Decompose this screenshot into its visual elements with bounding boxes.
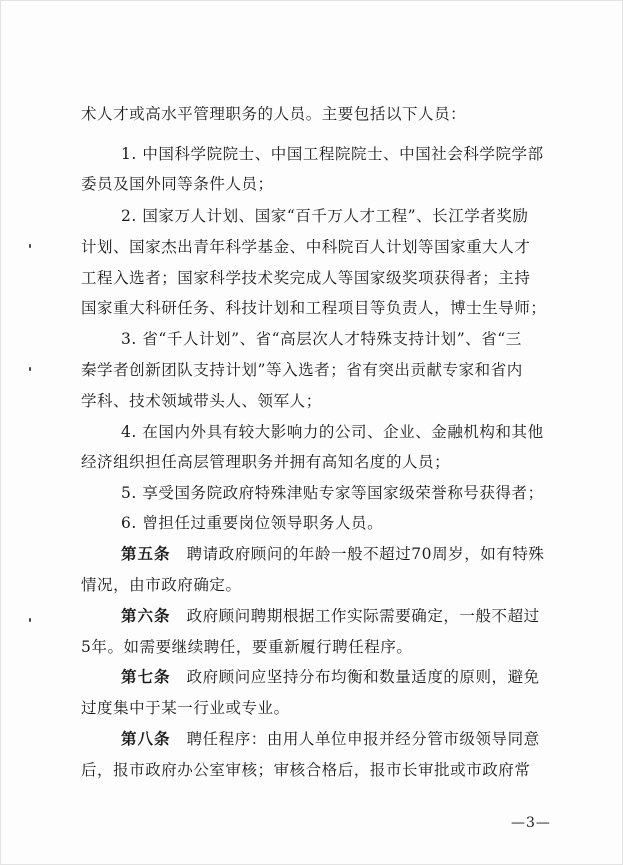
text-line: 委员及国外同等条件人员； <box>81 175 274 193</box>
list-item-3: 3. 省“千人计划”、省“高层次人才特殊支持计划”、省“三 <box>121 330 522 348</box>
text-line: 情况，由市政府确定。 <box>81 576 242 594</box>
list-item-6: 6. 曾担任过重要岗位领导职务人员。 <box>121 514 384 532</box>
article-label: 第七条 <box>121 667 171 686</box>
article-7: 第七条 政府顾问应坚持分布均衡和数量适度的原则，避免 <box>121 667 540 686</box>
text-line: 国家重大科研任务、科技计划和工程项目等负责人，博士生导师； <box>81 299 547 317</box>
text-line: 后，报市政府办公室审核；审核合格后，报市长审批或市政府常 <box>81 761 531 779</box>
article-label: 第五条 <box>121 544 171 563</box>
article-label: 第六条 <box>121 606 171 625</box>
text-line: 工程入选者；国家科学技术奖完成人等国家级奖项获得者；主持 <box>81 269 531 287</box>
article-8: 第八条 聘任程序：由用人单位申报并经分管市级领导同意 <box>121 729 540 748</box>
text-line: 计划、国家杰出青年科学基金、中科院百人计划等国家重大人才 <box>81 238 531 256</box>
list-item-2: 2. 国家万人计划、国家“百千万人才工程”、长江学者奖励 <box>121 207 529 225</box>
text-line: 学科、技术领域带头人、领军人； <box>81 392 322 410</box>
text-line: 过度集中于某一行业或专业。 <box>81 699 290 717</box>
list-item-1: 1. 中国科学院院士、中国工程院院士、中国社会科学院学部 <box>121 145 544 163</box>
scan-mark <box>29 367 31 371</box>
scan-mark <box>29 244 31 248</box>
text-line: 经济组织担任高层管理职务并拥有高知名度的人员； <box>81 453 451 471</box>
text-line: 术人才或高水平管理职务的人员。主要包括以下人员： <box>81 105 467 123</box>
article-label: 第八条 <box>121 729 171 748</box>
text-line: 5年。如需要继续聘任，要重新履行聘任程序。 <box>81 638 413 656</box>
text-line: 秦学者创新团队支持计划”等入选者；省有突出贡献专家和省内 <box>81 361 523 379</box>
article-6: 第六条 政府顾问聘期根据工作实际需要确定，一般不超过 <box>121 606 540 625</box>
page-number: —3— <box>511 815 551 831</box>
list-item-4: 4. 在国内外具有较大影响力的公司、企业、金融机构和其他 <box>121 423 544 441</box>
article-5: 第五条 聘请政府顾问的年龄一般不超过70周岁，如有特殊 <box>121 544 545 563</box>
list-item-5: 5. 享受国务院政府特殊津贴专家等国家级荣誉称号获得者； <box>121 484 544 502</box>
scan-mark <box>29 618 31 622</box>
